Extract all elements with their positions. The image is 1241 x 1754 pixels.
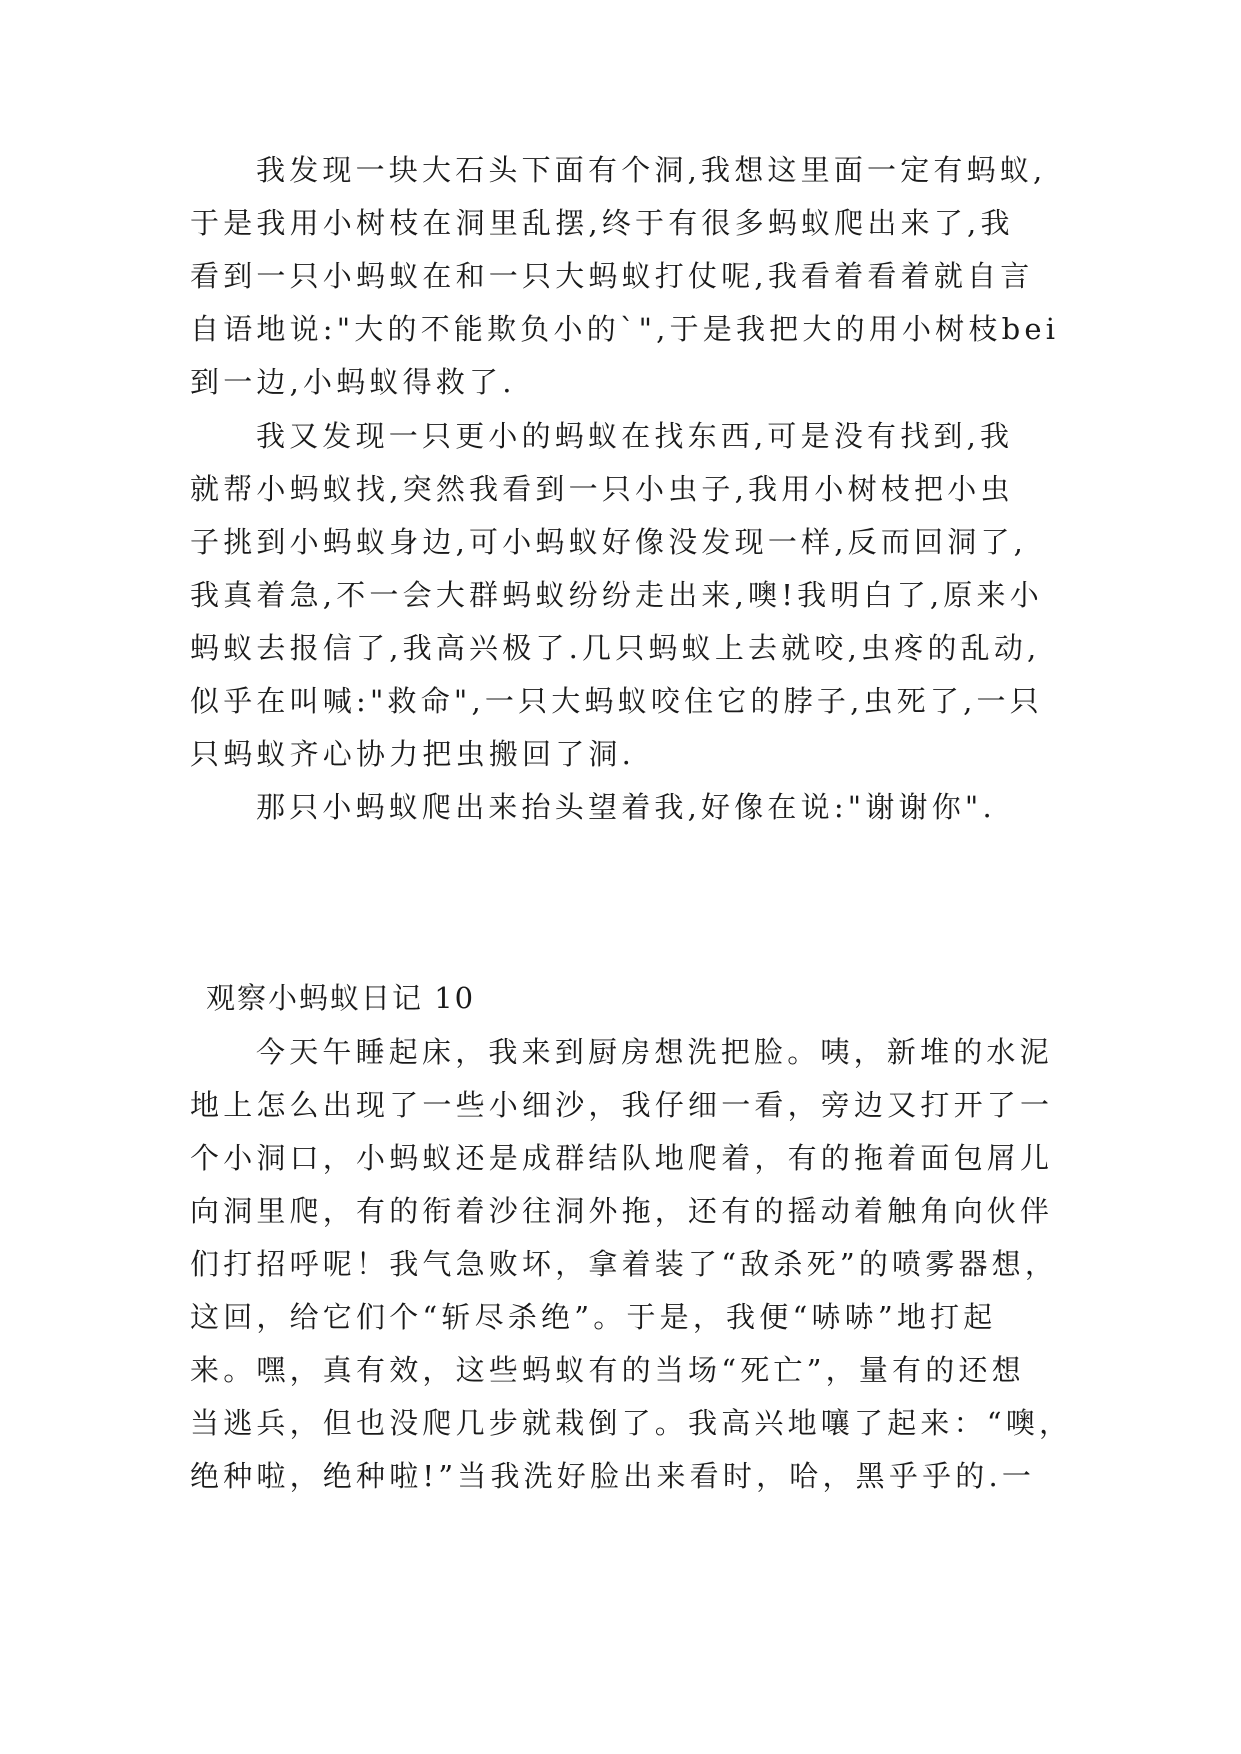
paragraph-1-line-2: 于是我用小树枝在洞里乱摆,终于有很多蚂蚁爬出来了,我 (190, 206, 1014, 240)
paragraph-4-line-5: 们打招呼呢！我气急败坏，拿着装了“敌杀死”的喷雾器想， (190, 1247, 1059, 1281)
paragraph-3-line-1: 那只小蚂蚁爬出来抬头望着我,好像在说:"谢谢你". (256, 790, 996, 824)
paragraph-2-line-4: 我真着急,不一会大群蚂蚁纷纷走出来,噢!我明白了,原来小 (190, 578, 1043, 612)
paragraph-4-line-4: 向洞里爬，有的衔着沙往洞外拖，还有的摇动着触角向伙伴 (190, 1194, 1054, 1228)
paragraph-2-line-7: 只蚂蚁齐心协力把虫搬回了洞. (190, 737, 636, 771)
paragraph-2-line-5: 蚂蚁去报信了,我高兴极了.几只蚂蚁上去就咬,虫疼的乱动, (190, 631, 1041, 665)
paragraph-4-line-8: 当逃兵，但也没爬几步就栽倒了。我高兴地嚷了起来：“噢， (190, 1406, 1073, 1440)
paragraph-2-line-2: 就帮小蚂蚁找,突然我看到一只小虫子,我用小树枝把小虫 (190, 472, 1014, 506)
paragraph-4-line-7: 来。嘿，真有效，这些蚂蚁有的当场“死亡”，量有的还想 (190, 1353, 1025, 1387)
paragraph-4-line-6: 这回，给它们个“斩尽杀绝”。于是，我便“哧哧”地打起 (190, 1300, 997, 1334)
paragraph-4-line-2: 地上怎么出现了一些小细沙，我仔细一看，旁边又打开了一 (190, 1088, 1054, 1122)
paragraph-2-line-1: 我又发现一只更小的蚂蚁在找东西,可是没有找到,我 (256, 419, 1014, 453)
paragraph-1-line-4: 自语地说:"大的不能欺负小的`",于是我把大的用小树枝bei (190, 312, 1060, 346)
paragraph-1-line-5: 到一边,小蚂蚁得救了. (190, 365, 516, 399)
paragraph-1-line-3: 看到一只小蚂蚁在和一只大蚂蚁打仗呢,我看着看着就自言 (190, 259, 1034, 293)
section-heading: 观察小蚂蚁日记 10 (206, 981, 476, 1015)
paragraph-4-line-3: 个小洞口，小蚂蚁还是成群结队地爬着，有的拖着面包屑儿 (190, 1141, 1054, 1175)
paragraph-2-line-3: 子挑到小蚂蚁身边,可小蚂蚁好像没发现一样,反而回洞了, (190, 525, 1028, 559)
paragraph-1-line-1: 我发现一块大石头下面有个洞,我想这里面一定有蚂蚁, (256, 153, 1047, 187)
paragraph-4-line-9: 绝种啦，绝种啦!”当我洗好脸出来看时，哈，黑乎乎的.一 (190, 1459, 1036, 1493)
paragraph-4-line-1: 今天午睡起床，我来到厨房想洗把脸。咦，新堆的水泥 (256, 1035, 1053, 1069)
paragraph-2-line-6: 似乎在叫喊:"救命",一只大蚂蚁咬住它的脖子,虫死了,一只 (190, 684, 1043, 718)
